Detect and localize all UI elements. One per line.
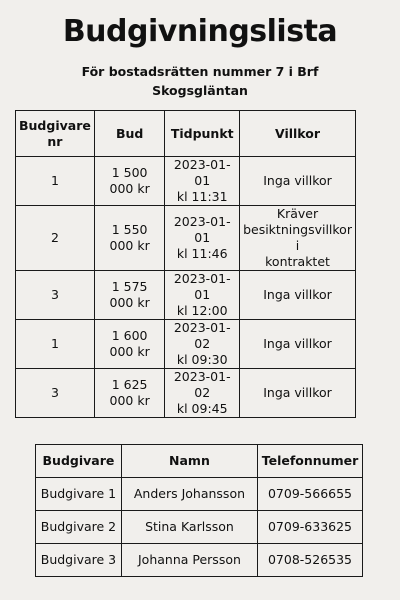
cell-bidder: Budgivare 2 [36,511,122,544]
cell-time: 2023-01-01 kl 11:31 [165,157,240,206]
table-header-row [36,445,363,478]
cell-time: 2023-01-01 kl 11:46 [165,206,240,271]
cell-bidder: Budgivare 1 [36,478,122,511]
cell-bid: 1 575 000 kr [94,271,165,320]
cell-conditions: Inga villkor [240,320,356,369]
table-row [36,544,363,577]
cell-bidder: Budgivare 3 [36,544,122,577]
table-row [16,206,356,271]
cell-bid: 1 600 000 kr [94,320,165,369]
cell-time: 2023-01-02 kl 09:30 [165,320,240,369]
cell-bid: 1 625 000 kr [94,369,165,418]
cell-bid: 1 500 000 kr [94,157,165,206]
table-row [16,320,356,369]
header-bid: Bud [94,111,165,157]
cell-time: 2023-01-02 kl 09:45 [165,369,240,418]
cell-bidder-nr: 1 [16,320,95,369]
cell-name: Johanna Persson [121,544,257,577]
cell-phone: 0709-633625 [258,511,363,544]
bids-table [15,110,356,418]
table-row [16,369,356,418]
cell-phone: 0708-526535 [258,544,363,577]
header-bidder: Budgivare [36,445,122,478]
table-row [16,157,356,206]
contacts-table [35,444,363,577]
page-subtitle: För bostadsrätten nummer 7 i Brf Skogsgläntan [81,64,319,98]
page-title: Budgivningslista [62,14,338,49]
cell-bidder-nr: 2 [16,206,95,271]
cell-bidder-nr: 1 [16,157,95,206]
header-conditions: Villkor [240,111,356,157]
table-row [16,271,356,320]
cell-phone: 0709-566655 [258,478,363,511]
table-header-row [16,111,356,157]
header-phone: Telefonnumer [258,445,363,478]
header-name: Namn [121,445,257,478]
cell-conditions: Inga villkor [240,157,356,206]
cell-name: Stina Karlsson [121,511,257,544]
cell-bidder-nr: 3 [16,369,95,418]
cell-conditions: Inga villkor [240,369,356,418]
cell-bidder-nr: 3 [16,271,95,320]
cell-conditions: Inga villkor [240,271,356,320]
header-time: Tidpunkt [165,111,240,157]
cell-name: Anders Johansson [121,478,257,511]
cell-conditions: Kräver besiktningsvillkor i kontraktet [240,206,356,271]
cell-bid: 1 550 000 kr [94,206,165,271]
cell-time: 2023-01-01 kl 12:00 [165,271,240,320]
table-row [36,478,363,511]
header-bidder-nr: Budgivare nr [16,111,95,157]
table-row [36,511,363,544]
